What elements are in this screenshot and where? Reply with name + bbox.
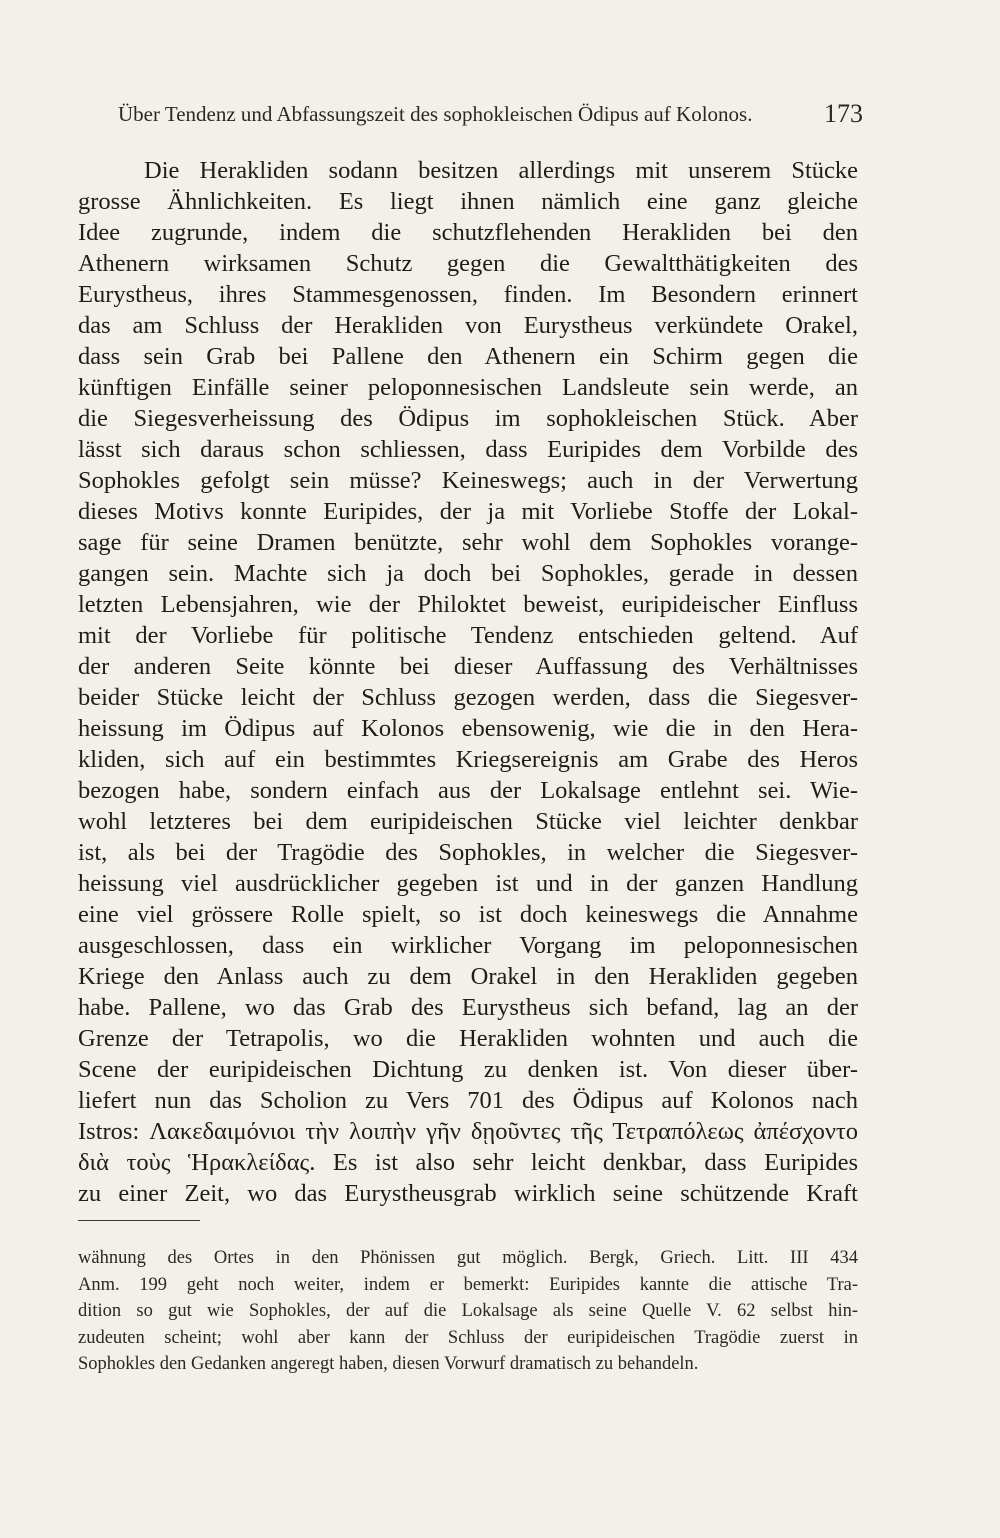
- footnote-line: Anm. 199 geht noch weiter, indem er bemerkt: Euripides kannte die attische Tra-: [78, 1274, 858, 1295]
- page-number: 173: [824, 99, 863, 128]
- main-text: [78, 155, 858, 1209]
- text-line: beider Stücke leicht der Schluss gezogen werden, dass die Siegesver-: [78, 684, 858, 711]
- footnote-line: dition so gut wie Sophokles, der auf die Lokalsage als seine Quelle V. 62 selbst hin-: [78, 1301, 858, 1321]
- text-line: διὰ τοὺς Ἡρακλείδας. Es ist also sehr leicht denkbar, dass Euripides: [78, 1149, 858, 1176]
- text-line: das am Schluss der Herakliden von Eurystheus verkündete Orakel,: [78, 312, 858, 339]
- running-head: [118, 96, 863, 132]
- text-line: zu einer Zeit, wo das Eurystheusgrab wirklich seine schützende Kraft: [78, 1180, 858, 1207]
- text-line: dieses Motivs konnte Euripides, der ja mit Vorliebe Stoffe der Lokal-: [78, 498, 858, 525]
- text-line: kliden, sich auf ein bestimmtes Kriegsereignis am Grabe des Heros: [78, 746, 858, 773]
- text-line: gangen sein. Machte sich ja doch bei Sophokles, gerade in dessen: [78, 560, 858, 587]
- text-line: sage für seine Dramen benützte, sehr wohl dem Sophokles vorange-: [78, 529, 858, 556]
- footnote-line: zudeuten scheint; wohl aber kann der Schluss der euripideischen Tragödie zuerst in: [78, 1327, 858, 1348]
- footnote-line: wähnung des Ortes in den Phönissen gut möglich. Bergk, Griech. Litt. III 434: [78, 1248, 858, 1268]
- text-line: Idee zugrunde, indem die schutzflehenden Herakliden bei den: [78, 219, 858, 246]
- text-line: wohl letzteres bei dem euripideischen Stücke viel leichter denkbar: [78, 808, 858, 835]
- text-line: mit der Vorliebe für politische Tendenz entschieden geltend. Auf: [78, 622, 858, 649]
- text-line: Istros: Λακεδαιμόνιοι τὴν λοιπὴν γῆν δῃοῦντες τῆς Τετραπόλεως ἀπέσχοντο: [78, 1118, 858, 1145]
- text-line: heissung viel ausdrücklicher gegeben ist und in der ganzen Handlung: [78, 870, 858, 897]
- text-line: habe. Pallene, wo das Grab des Eurystheus sich befand, lag an der: [78, 994, 858, 1021]
- text-line: künftigen Einfälle seiner peloponnesischen Landsleute sein werde, an: [78, 374, 858, 401]
- text-line: lässt sich daraus schon schliessen, dass Euripides dem Vorbilde des: [78, 436, 858, 463]
- text-line: der anderen Seite könnte bei dieser Auffassung des Verhältnisses: [78, 653, 858, 680]
- text-line: liefert nun das Scholion zu Vers 701 des Ödipus auf Kolonos nach: [78, 1087, 858, 1114]
- text-line: letzten Lebensjahren, wie der Philoktet beweist, euripideischer Einfluss: [78, 591, 858, 618]
- text-line: heissung im Ödipus auf Kolonos ebensowenig, wie die in den Hera-: [78, 715, 858, 742]
- text-line: Eurystheus, ihres Stammesgenossen, finden. Im Besondern erinnert: [78, 281, 858, 308]
- text-line: eine viel grössere Rolle spielt, so ist doch keineswegs die Annahme: [78, 901, 858, 928]
- text-line: Scene der euripideischen Dichtung zu denken ist. Von dieser über-: [78, 1056, 858, 1083]
- text-line: ist, als bei der Tragödie des Sophokles, in welcher die Siegesver-: [78, 839, 858, 866]
- text-line: Athenern wirksamen Schutz gegen die Gewaltthätigkeiten des: [78, 250, 858, 277]
- text-line: die Siegesverheissung des Ödipus im sophokleischen Stück. Aber: [78, 405, 858, 432]
- footnote-block: [78, 1245, 858, 1378]
- text-line: Die Herakliden sodann besitzen allerdings mit unserem Stücke: [144, 157, 858, 184]
- text-line: Grenze der Tetrapolis, wo die Herakliden wohnten und auch die: [78, 1025, 858, 1052]
- text-line: Sophokles gefolgt sein müsse? Keineswegs; auch in der Verwertung: [78, 467, 858, 494]
- text-line: dass sein Grab bei Pallene den Athenern ein Schirm gegen die: [78, 343, 858, 370]
- footnote-divider: [78, 1220, 200, 1221]
- text-line: bezogen habe, sondern einfach aus der Lokalsage entlehnt sei. Wie-: [78, 777, 858, 804]
- running-title: Über Tendenz und Abfassungszeit des sophokleischen Ödipus auf Kolonos.: [118, 102, 753, 126]
- text-line: grosse Ähnlichkeiten. Es liegt ihnen nämlich eine ganz gleiche: [78, 188, 858, 215]
- footnote-line: Sophokles den Gedanken angeregt haben, diesen Vorwurf dramatisch zu behandeln.: [78, 1354, 699, 1374]
- text-line: ausgeschlossen, dass ein wirklicher Vorgang im peloponnesischen: [78, 932, 858, 959]
- text-line: Kriege den Anlass auch zu dem Orakel in den Herakliden gegeben: [78, 963, 858, 990]
